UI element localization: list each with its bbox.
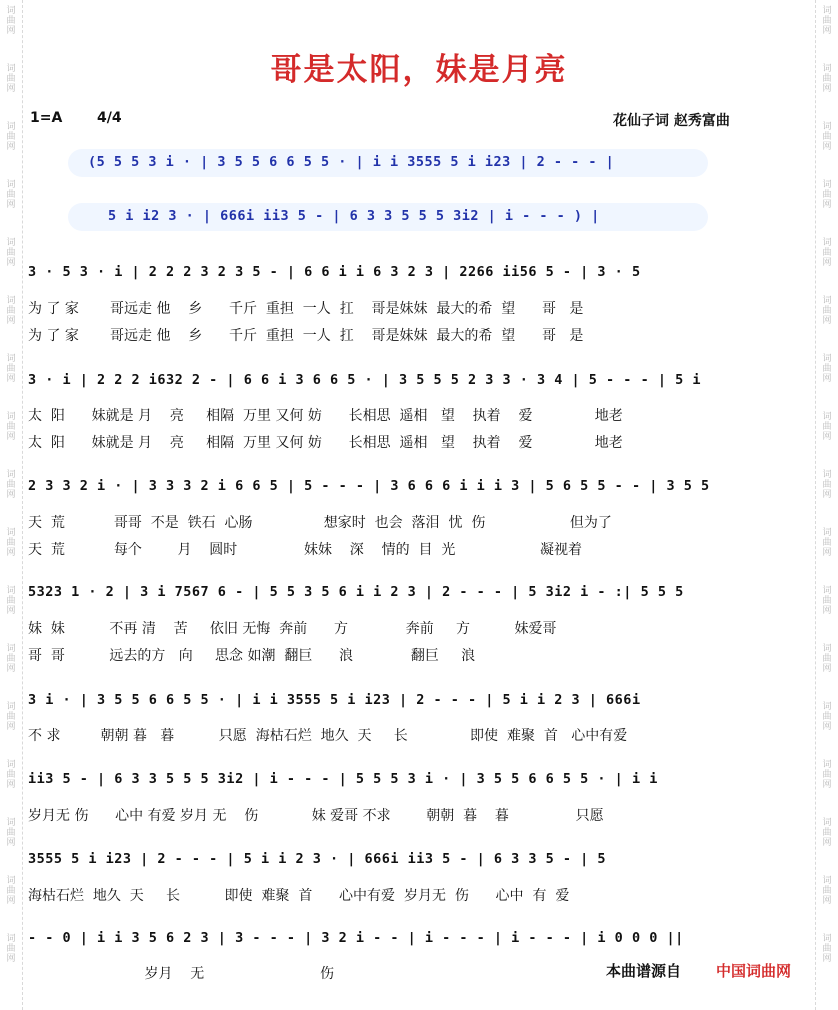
watermark-stamp: 词 曲 网	[822, 238, 832, 268]
watermark-stamp: 词 曲 网	[822, 180, 832, 210]
lyric-line: 太 阳 妹就是 月 亮 相隔 万里 又何 妨 长相思 遥相 望 执着 爱 地老	[28, 408, 623, 424]
left-divider	[22, 0, 23, 1010]
watermark-stamp: 词 曲 网	[6, 122, 16, 152]
site-name: 中国词曲网	[716, 962, 792, 980]
watermark-stamp: 词 曲 网	[6, 586, 16, 616]
source-label: 本曲谱源自	[606, 962, 682, 980]
watermark-stamp: 词 曲 网	[822, 6, 832, 36]
notation-row: 3 · i | 2 2 2 i632 2 - | 6 6 i 3 6 6 5 · | 3 5 5 5 2 3 3 · 3 4 | 5 - - - | 5 i	[28, 372, 701, 388]
right-divider	[815, 0, 816, 1010]
watermark-stamp: 词 曲 网	[6, 412, 16, 442]
lyric-line: 海枯石烂 地久 天 长 即使 难聚 首 心中有爱 岁月无 伤 心中 有 爱	[28, 888, 570, 904]
watermark-stamp: 词 曲 网	[822, 64, 832, 94]
intro-notation-row: (5 5 5 3 i · | 3 5 5 6 6 5 5 · | i i 3555 5 i i23 | 2 - - - |	[88, 154, 615, 170]
notation-row: 2 3 3 2 i · | 3 3 3 2 i 6 6 5 | 5 - - - | 3 6 6 6 i i i 3 | 5 6 5 5 - - | 3 5 5	[28, 478, 710, 494]
watermark-stamp: 词 曲 网	[6, 702, 16, 732]
right-watermark-strip	[816, 0, 838, 1010]
watermark-stamp: 词 曲 网	[822, 702, 832, 732]
watermark-stamp: 词 曲 网	[822, 876, 832, 906]
intro-notation-row: 5 i i2 3 · | 666i ii3 5 - | 6 3 3 5 5 5 3i2 | i - - - ) |	[108, 208, 600, 224]
watermark-stamp: 词 曲 网	[822, 354, 832, 384]
watermark-stamp: 词 曲 网	[6, 180, 16, 210]
watermark-stamp: 词 曲 网	[822, 586, 832, 616]
watermark-stamp: 词 曲 网	[6, 760, 16, 790]
watermark-stamp: 词 曲 网	[822, 760, 832, 790]
watermark-stamp: 词 曲 网	[822, 934, 832, 964]
watermark-stamp: 词 曲 网	[6, 296, 16, 326]
watermark-stamp: 词 曲 网	[822, 412, 832, 442]
song-title: 哥是太阳，妹是月亮	[270, 52, 568, 88]
notation-row: 3 i · | 3 5 5 6 6 5 5 · | i i 3555 5 i i23 | 2 - - - | 5 i i 2 3 | 666i	[28, 692, 641, 708]
lyric-line: 天 荒 每个 月 圆时 妹妹 深 情的 目 光 凝视着	[28, 542, 582, 558]
left-watermark-strip	[0, 0, 22, 1010]
watermark-stamp: 词 曲 网	[6, 876, 16, 906]
lyric-line: 妹 妹 不再 清 苦 依旧 无悔 奔前 方 奔前 方 妹爱哥	[28, 621, 557, 637]
watermark-stamp: 词 曲 网	[6, 6, 16, 36]
key-signature: 1=A	[30, 110, 63, 126]
lyric-line: 不 求 朝朝 暮 暮 只愿 海枯石烂 地久 天 长 即使 难聚 首 心中有爱	[28, 728, 628, 744]
watermark-stamp: 词 曲 网	[822, 528, 832, 558]
lyric-line: 岁月 无 伤	[100, 966, 335, 982]
lyric-line: 哥 哥 远去的方 向 思念 如潮 翻巨 浪 翻巨 浪	[28, 648, 476, 664]
watermark-stamp: 词 曲 网	[6, 818, 16, 848]
lyric-line: 岁月无 伤 心中 有爱 岁月 无 伤 妹 爱哥 不求 朝朝 暮 暮 只愿	[28, 808, 604, 824]
watermark-stamp: 词 曲 网	[6, 934, 16, 964]
watermark-stamp: 词 曲 网	[822, 644, 832, 674]
lyric-line: 为 了 家 哥远走 他 乡 千斤 重担 一人 扛 哥是妹妹 最大的希 望 哥 是	[28, 301, 584, 317]
notation-row: 3555 5 i i23 | 2 - - - | 5 i i 2 3 · | 666i ii3 5 - | 6 3 3 5 - | 5	[28, 851, 607, 867]
watermark-stamp: 词 曲 网	[6, 644, 16, 674]
notation-row: 5323 1 · 2 | 3 i 7567 6 - | 5 5 3 5 6 i i 2 3 | 2 - - - | 5 3i2 i - :| 5 5 5	[28, 584, 684, 600]
watermark-stamp: 词 曲 网	[6, 354, 16, 384]
watermark-stamp: 词 曲 网	[6, 528, 16, 558]
watermark-stamp: 词 曲 网	[822, 470, 832, 500]
lyric-line: 太 阳 妹就是 月 亮 相隔 万里 又何 妨 长相思 遥相 望 执着 爱 地老	[28, 435, 623, 451]
notation-row: - - 0 | i i 3 5 6 2 3 | 3 - - - | 3 2 i - - | i - - - | i - - - | i 0 0 0 ||	[28, 930, 684, 946]
notation-row: 3 · 5 3 · i | 2 2 2 3 2 3 5 - | 6 6 i i 6 3 2 3 | 2266 ii56 5 - | 3 · 5	[28, 264, 641, 280]
credits: 花仙子词 赵秀富曲	[613, 113, 730, 129]
lyric-line: 为 了 家 哥远走 他 乡 千斤 重担 一人 扛 哥是妹妹 最大的希 望 哥 是	[28, 328, 584, 344]
watermark-stamp: 词 曲 网	[822, 296, 832, 326]
watermark-stamp: 词 曲 网	[6, 238, 16, 268]
time-signature: 4/4	[97, 110, 122, 126]
watermark-stamp: 词 曲 网	[822, 122, 832, 152]
lyric-line: 天 荒 哥哥 不是 铁石 心肠 想家时 也会 落泪 忧 伤 但为了	[28, 515, 612, 531]
watermark-stamp: 词 曲 网	[6, 470, 16, 500]
notation-row: ii3 5 - | 6 3 3 5 5 5 3i2 | i - - - | 5 5 5 3 i · | 3 5 5 6 6 5 5 · | i i	[28, 771, 658, 787]
watermark-stamp: 词 曲 网	[6, 64, 16, 94]
watermark-stamp: 词 曲 网	[822, 818, 832, 848]
